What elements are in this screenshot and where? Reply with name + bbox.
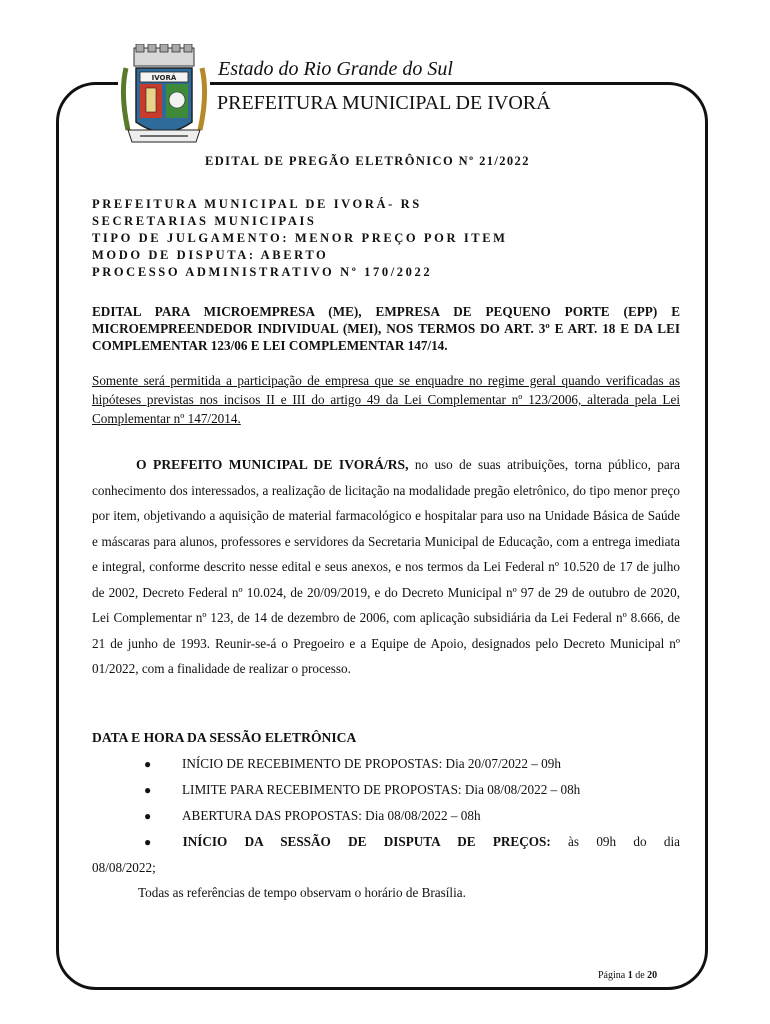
session-item: ● ABERTURA DAS PROPOSTAS: Dia 08/08/2022 – 08h <box>144 808 481 823</box>
info-line: MODO DE DISPUTA: ABERTO <box>92 248 329 262</box>
body-lead: O PREFEITO MUNICIPAL DE IVORÁ/RS, <box>136 457 409 472</box>
edital-title: EDITAL DE PREGÃO ELETRÔNICO Nº 21/2022 <box>205 154 530 168</box>
dispute-label: INÍCIO DA SESSÃO DE DISPUTA DE PREÇOS: <box>182 834 551 849</box>
timezone-note: Todas as referências de tempo observam o horário de Brasília. <box>138 885 466 900</box>
session-title: DATA E HORA DA SESSÃO ELETRÔNICA <box>92 730 357 745</box>
state-name: Estado do Rio Grande do Sul <box>218 58 459 81</box>
session-item: ● INÍCIO DE RECEBIMENTO DE PROPOSTAS: Dia 20/07/2022 – 09h <box>144 756 561 771</box>
bullet-icon: ● <box>144 835 166 849</box>
participation-notice: Somente será permitida a participação de empresa que se enquadre no regime geral quando verificadas as hipóteses previstas nos incisos II e III do artigo 49 da Lei Complementar nº 123/2006, alterada pela Lei Complementar nº 147/2014. <box>92 373 680 426</box>
body-text: no uso de suas atribuições, torna público, para conhecimento dos interessados, a realização de licitação na modalidade pregão eletrônico, do tipo menor preço por item, objetivando a aquisição de material farmacológico e hospitalar para uso na Unidade Básica de Saúde e máscaras para alunos, professores e servidores da Secretaria Municipal de Educação, com a entrega imediata e integral, conforme descrito nesse edital e seus anexos, e nos termos da Lei Federal nº 10.520 de 17 de julho de 2002, Decreto Federal nº 10.024, de 20/09/2019, e do Decreto Municipal nº 97 de 29 de outubro de 2020, Lei Complementar nº 123, de 14 de dezembro de 2006, com aplicação subsidiária da Lei Federal nº 8.666, de 21 de junho de 1993. Reunir-se-á o Pregoeiro e a Equipe de Apoio, designados pelo Decreto Municipal nº 01/2022, com a finalidade de realizar o processo. <box>92 457 680 676</box>
body-paragraph <box>92 452 680 682</box>
coat-of-arms-logo <box>118 44 210 148</box>
bullet-icon: ● <box>144 809 152 823</box>
bullet-icon: ● <box>144 783 152 797</box>
info-line: SECRETARIAS MUNICIPAIS <box>92 214 317 228</box>
bullet-icon: ● <box>144 757 152 771</box>
coat-of-arms-text: IVORÁ <box>151 74 177 82</box>
session-item-dispute <box>144 834 680 850</box>
municipality-name: PREFEITURA MUNICIPAL DE IVORÁ <box>217 92 557 115</box>
info-line: PREFEITURA MUNICIPAL DE IVORÁ- RS <box>92 197 422 211</box>
info-block <box>92 196 508 281</box>
dispute-text: às 09h do dia <box>550 834 681 849</box>
info-line: PROCESSO ADMINISTRATIVO Nº 170/2022 <box>92 265 433 279</box>
info-line: TIPO DE JULGAMENTO: MENOR PREÇO POR ITEM <box>92 231 508 245</box>
dispute-date: 08/08/2022; <box>92 860 156 875</box>
edital-scope-heading: EDITAL PARA MICROEMPRESA (ME), EMPRESA DE PEQUENO PORTE (EPP) E MICROEMPREENDEDOR INDIVIDUAL (MEI), NOS TERMOS DO ART. 3º E ART. 18 E DA LEI COMPLEMENTAR 123/06 E LEI COMPLEMENTAR 147/14. <box>92 304 680 353</box>
page-number: Página 1 de 20 <box>598 970 658 981</box>
session-item: ● LIMITE PARA RECEBIMENTO DE PROPOSTAS: Dia 08/08/2022 – 08h <box>144 782 581 797</box>
